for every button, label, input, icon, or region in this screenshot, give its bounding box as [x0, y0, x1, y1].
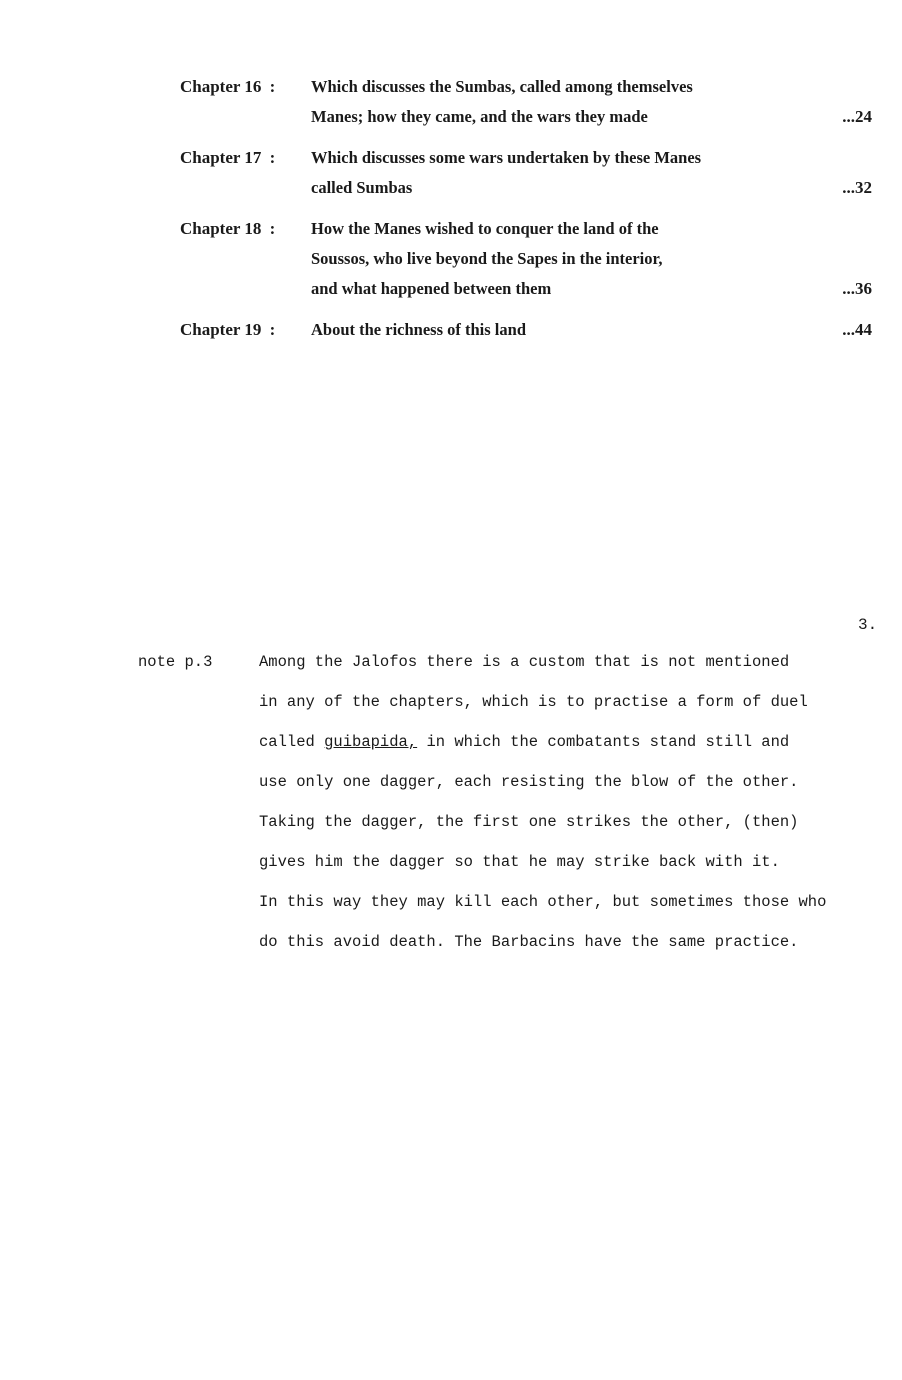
toc-chapter-label: [180, 315, 310, 345]
toc-chapter-label: [180, 143, 310, 173]
toc-entry-chapter-17: [180, 143, 880, 203]
chapter-number: Chapter 16: [180, 77, 262, 96]
note-body: [259, 642, 879, 962]
page-number: 3.: [858, 616, 878, 634]
chapter-number: Chapter 17: [180, 148, 262, 167]
toc-title-line: Which discusses some wars undertaken by these Manes: [311, 148, 702, 167]
toc-page-ref: ...32: [842, 178, 872, 197]
separator: :: [269, 77, 276, 96]
toc-chapter-label: [180, 72, 310, 102]
table-of-contents: [180, 72, 880, 356]
toc-title-line: Manes; how they came, and the wars they made: [311, 107, 648, 126]
toc-chapter-title: [311, 315, 831, 345]
toc-page-ref: ...36: [842, 279, 872, 298]
note-line: Among the Jalofos there is a custom that is not mentioned: [259, 653, 790, 671]
separator: :: [269, 320, 276, 339]
note-line: in any of the chapters, which is to practise a form of duel: [259, 693, 808, 711]
toc-title-line: called Sumbas: [311, 178, 413, 197]
toc-entry-chapter-18: [180, 214, 880, 304]
note-line: use only one dagger, each resisting the blow of the other.: [259, 773, 799, 791]
toc-title-line: and what happened between them: [311, 279, 552, 298]
toc-chapter-title: [311, 143, 831, 203]
toc-chapter-title: [311, 214, 831, 304]
separator: :: [269, 219, 276, 238]
note-text-before: called: [259, 733, 325, 751]
note-line: do this avoid death. The Barbacins have the same practice.: [259, 933, 799, 951]
toc-entry-chapter-16: [180, 72, 880, 132]
toc-chapter-label: [180, 214, 310, 244]
note-label: note p.3: [138, 653, 213, 671]
note-line: In this way they may kill each other, but sometimes those who: [259, 893, 827, 911]
chapter-number: Chapter 19: [180, 320, 262, 339]
toc-page-ref: ...24: [842, 107, 872, 126]
chapter-number: Chapter 18: [180, 219, 262, 238]
toc-title-line: How the Manes wished to conquer the land of the: [311, 219, 659, 238]
toc-title-line: Soussos, who live beyond the Sapes in the interior,: [311, 249, 663, 268]
separator: :: [269, 148, 276, 167]
toc-page-ref: ...44: [842, 320, 872, 339]
toc-chapter-title: [311, 72, 831, 132]
note-line: gives him the dagger so that he may strike back with it.: [259, 853, 780, 871]
toc-entry-chapter-19: [180, 315, 880, 345]
toc-title-line: Which discusses the Sumbas, called among themselves: [311, 77, 693, 96]
note-line: Taking the dagger, the first one strikes the other, (then): [259, 813, 799, 831]
toc-title-line: About the richness of this land: [311, 320, 526, 339]
note-line: [259, 722, 879, 762]
note-text-after: in which the combatants stand still and: [417, 733, 790, 751]
underlined-term: guibapida,: [324, 733, 418, 751]
